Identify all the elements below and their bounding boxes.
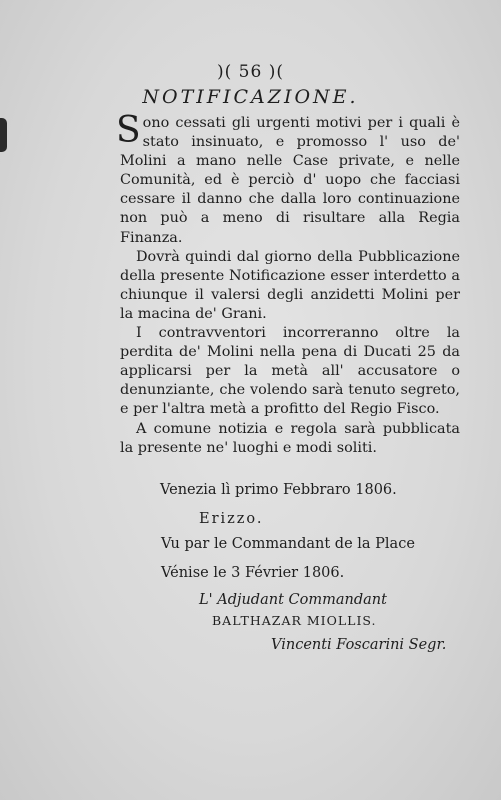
adjudant-name: BALTHAZAR MIOLLIS. xyxy=(212,613,377,628)
paragraph-1-text: ono cessati gli urgenti motivi per i quali è stato insinuato, e promosso l' uso de' Molini a mano nelle Case private, e nelle Comunità, ed è perciò d' uopo che facciasi cessare il danno che dalla loro continuazione non può a meno di risultare alla Regia Finanza. xyxy=(120,115,460,246)
vu-par-line: Vu par le Commandant de la Place xyxy=(161,536,415,552)
dateline-venise: Vénise le 3 Février 1806. xyxy=(161,565,345,581)
notification-body xyxy=(116,110,460,458)
drop-cap: S xyxy=(116,110,141,151)
secretary-signature: Vincenti Foscarini Segr. xyxy=(271,637,447,653)
signer-erizzo: Erizzo. xyxy=(199,511,264,527)
adjudant-title: L' Adjudant Commandant xyxy=(199,592,387,608)
page-title: NOTIFICAZIONE. xyxy=(142,86,359,108)
page-number: )( 56 )( xyxy=(217,62,284,82)
dateline-venezia: Venezia lì primo Febbraro 1806. xyxy=(160,482,397,498)
paragraph-2: Dovrà quindi dal giorno della Pubblicazione della presente Notificazione esser interdetto a chiunque il valersi degli anzidetti Molini per la macina de' Grani. xyxy=(120,248,460,322)
paragraph-3: I contravventori incorreranno oltre la perdita de' Molini nella pena di Ducati 25 da applicarsi per la metà all' accusatore o denunziante, che volendo sarà tenuto segreto, e per l'altra metà a profitto del Regio Fisco. xyxy=(120,325,460,418)
paragraph-1 xyxy=(116,110,460,248)
binding-shadow xyxy=(0,118,7,152)
paragraph-4: A comune notizia e regola sarà pubblicata la presente ne' luoghi e modi soliti. xyxy=(120,420,460,456)
